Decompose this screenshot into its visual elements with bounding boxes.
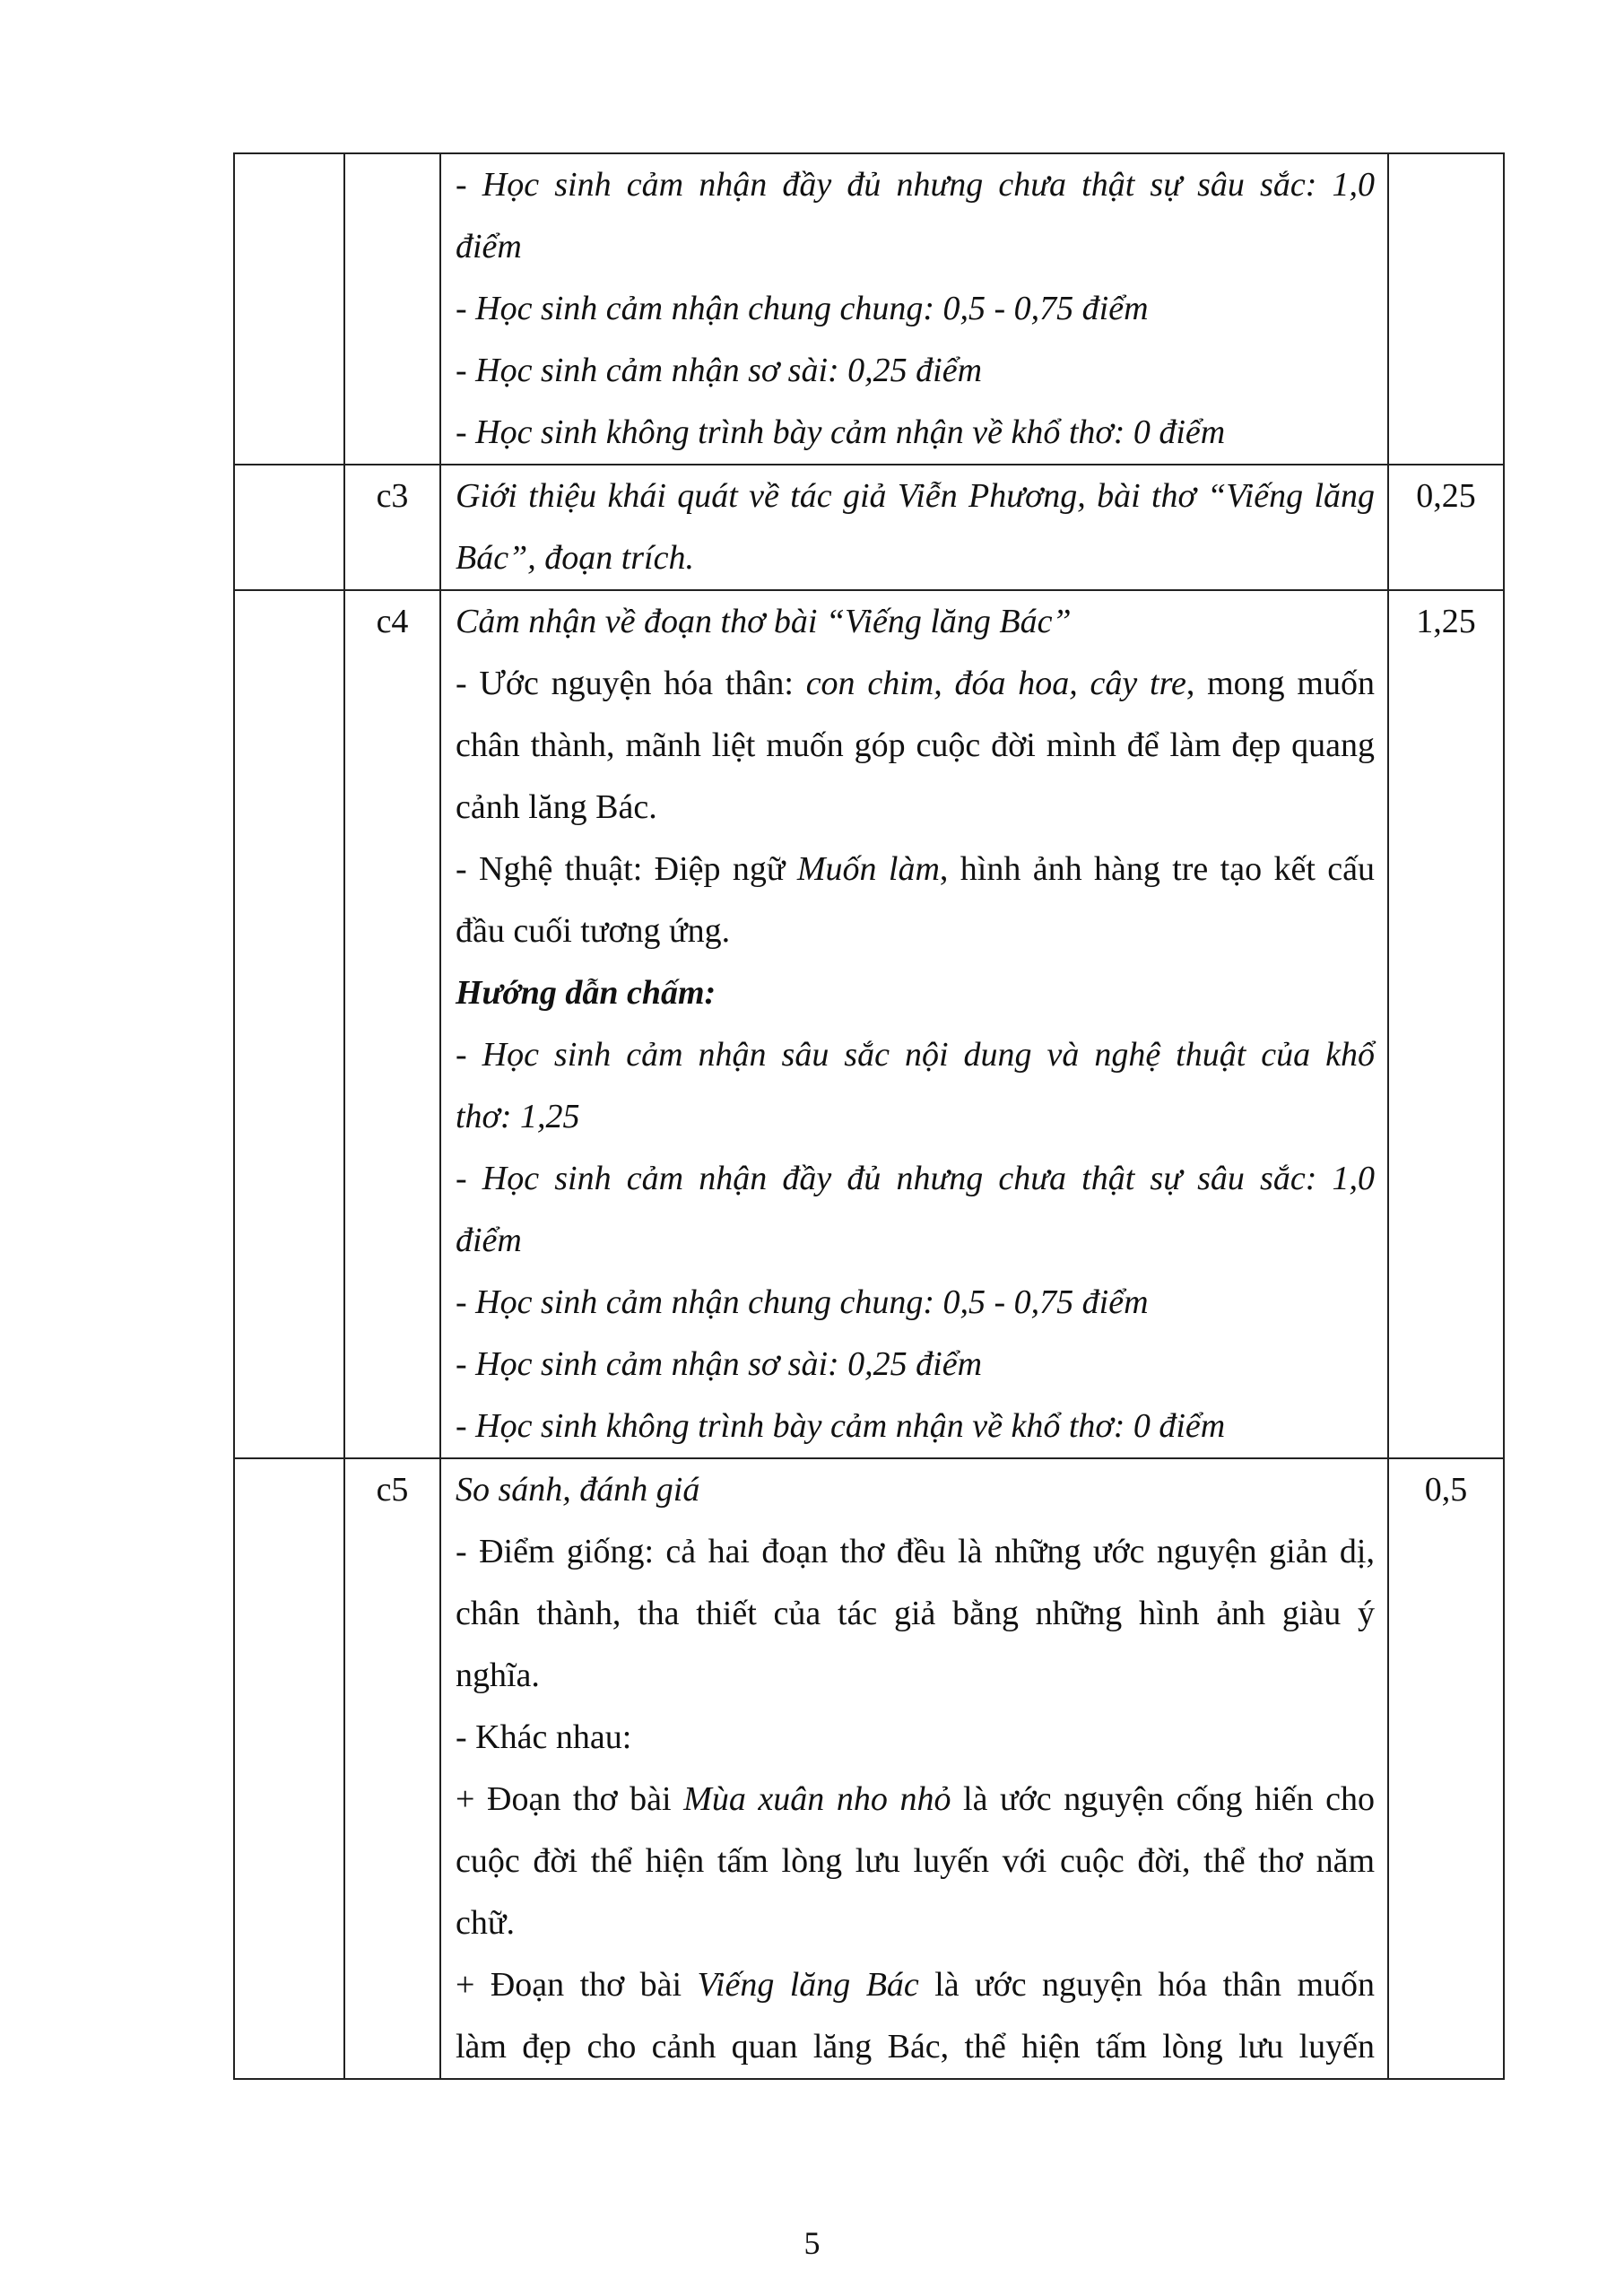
text-segment: cuộc đời thể hiện tấm lòng lưu luyến với cuộc đời, thể thơ năm (456, 1842, 1375, 1880)
score-cell: 0,25 (1388, 465, 1504, 590)
table-row (234, 465, 1504, 590)
content-line (456, 1086, 1375, 1148)
text-segment: - Ước nguyện hóa thân: (456, 665, 806, 702)
content-line (456, 1521, 1375, 1583)
text-segment: chữ. (456, 1904, 515, 1942)
text-segment: Mùa xuân nho nhỏ (683, 1780, 951, 1818)
content-line (456, 591, 1375, 653)
content-line (456, 1831, 1375, 1892)
text-segment: + Đoạn thơ bài (456, 1966, 698, 2004)
marking-table (233, 152, 1505, 2080)
text-segment: cảnh lăng Bác. (456, 788, 657, 826)
text-segment: So sánh, đánh giá (456, 1471, 700, 1509)
section-cell (234, 1458, 344, 2079)
criterion-content-cell (440, 1458, 1388, 2079)
page-number: 5 (803, 2225, 821, 2261)
text-segment: Bác”, đoạn trích. (456, 539, 694, 577)
section-cell (234, 590, 344, 1458)
content-line (456, 1148, 1375, 1210)
text-segment: Muốn làm (796, 850, 940, 888)
text-segment: - Điểm giống: cả hai đoạn thơ đều là những ước nguyện giản dị, (456, 1533, 1375, 1570)
content-line (456, 527, 1375, 589)
criterion-id-cell: c5 (344, 1458, 440, 2079)
text-segment: - Học sinh không trình bày cảm nhận về khổ thơ: 0 điểm (456, 1407, 1226, 1445)
text-segment: điểm (456, 1222, 522, 1259)
content-line (456, 715, 1375, 777)
content-line (456, 1334, 1375, 1396)
criterion-id-cell: c4 (344, 590, 440, 1458)
content-line (456, 216, 1375, 278)
content-line (456, 653, 1375, 715)
content-line (456, 839, 1375, 900)
text-segment: , mong muốn (1185, 665, 1375, 702)
score-cell: 1,25 (1388, 590, 1504, 1458)
text-segment: chân thành, tha thiết của tác giả bằng những hình ảnh giàu ý (456, 1595, 1375, 1632)
text-segment: + Đoạn thơ bài (456, 1780, 684, 1818)
content-line (456, 1954, 1375, 2016)
text-segment: Giới thiệu khái quát về tác giả Viễn Phương, bài thơ “Viếng lăng (456, 477, 1375, 515)
criterion-content-cell (440, 590, 1388, 1458)
text-segment: - Học sinh cảm nhận sơ sài: 0,25 điểm (456, 1345, 983, 1383)
text-segment: làm đẹp cho cảnh quan lăng Bác, thể hiện tấm lòng lưu luyến (456, 2028, 1375, 2066)
content-line (456, 154, 1375, 216)
content-line (456, 1272, 1375, 1334)
criterion-content-cell (440, 465, 1388, 590)
text-segment: - Học sinh cảm nhận sâu sắc nội dung và nghệ thuật của khổ (456, 1036, 1375, 1074)
content-line (456, 900, 1375, 962)
content-line (456, 1024, 1375, 1086)
text-segment: - Học sinh cảm nhận chung chung: 0,5 - 0,75 điểm (456, 1283, 1149, 1321)
content-line (456, 1892, 1375, 1954)
table-row (234, 590, 1504, 1458)
criterion-id-cell (344, 153, 440, 465)
content-line (456, 1396, 1375, 1457)
text-segment: - Khác nhau: (456, 1718, 632, 1756)
text-segment: - Học sinh cảm nhận chung chung: 0,5 - 0,75 điểm (456, 290, 1149, 327)
score-cell: 0,5 (1388, 1458, 1504, 2079)
table-row (234, 1458, 1504, 2079)
text-segment: con chim, đóa hoa, cây tre (805, 665, 1186, 702)
score-cell (1388, 153, 1504, 465)
text-segment: , hình ảnh hàng tre tạo kết cấu (939, 850, 1376, 888)
content-line (456, 1459, 1375, 1521)
content-line (456, 962, 1375, 1024)
content-line (456, 2016, 1375, 2078)
text-segment: - Học sinh cảm nhận đầy đủ nhưng chưa thật sự sâu sắc: 1,0 (456, 1160, 1375, 1197)
text-segment: chân thành, mãnh liệt muốn góp cuộc đời mình để làm đẹp quang (456, 726, 1375, 764)
text-segment: Cảm nhận về đoạn thơ bài “Viếng lăng Bác” (456, 603, 1072, 640)
text-segment: Hướng dẫn chấm: (456, 974, 716, 1012)
text-segment: - Học sinh không trình bày cảm nhận về khổ thơ: 0 điểm (456, 413, 1226, 451)
text-segment: - Nghệ thuật: Điệp ngữ (456, 850, 797, 888)
content-line (456, 340, 1375, 402)
content-line (456, 1707, 1375, 1769)
text-segment: là ước nguyện cống hiến cho (951, 1780, 1375, 1818)
table-row (234, 153, 1504, 465)
content-line (456, 1583, 1375, 1645)
text-segment: điểm (456, 228, 522, 265)
content-line (456, 1769, 1375, 1831)
text-segment: đầu cuối tương ứng. (456, 912, 731, 950)
content-line (456, 402, 1375, 464)
criterion-content-cell (440, 153, 1388, 465)
text-segment: Viếng lăng Bác (697, 1966, 919, 2004)
text-segment: là ước nguyện hóa thân muốn (918, 1966, 1375, 2004)
section-cell (234, 153, 344, 465)
content-line (456, 1210, 1375, 1272)
text-segment: - Học sinh cảm nhận sơ sài: 0,25 điểm (456, 352, 983, 389)
text-segment: - Học sinh cảm nhận đầy đủ nhưng chưa thật sự sâu sắc: 1,0 (456, 166, 1375, 204)
section-cell (234, 465, 344, 590)
text-segment: thơ: 1,25 (456, 1098, 580, 1135)
content-line (456, 1645, 1375, 1707)
marking-table-body (234, 153, 1504, 2079)
criterion-id-cell: c3 (344, 465, 440, 590)
content-line (456, 777, 1375, 839)
content-line (456, 278, 1375, 340)
text-segment: nghĩa. (456, 1657, 540, 1694)
content-line (456, 465, 1375, 527)
